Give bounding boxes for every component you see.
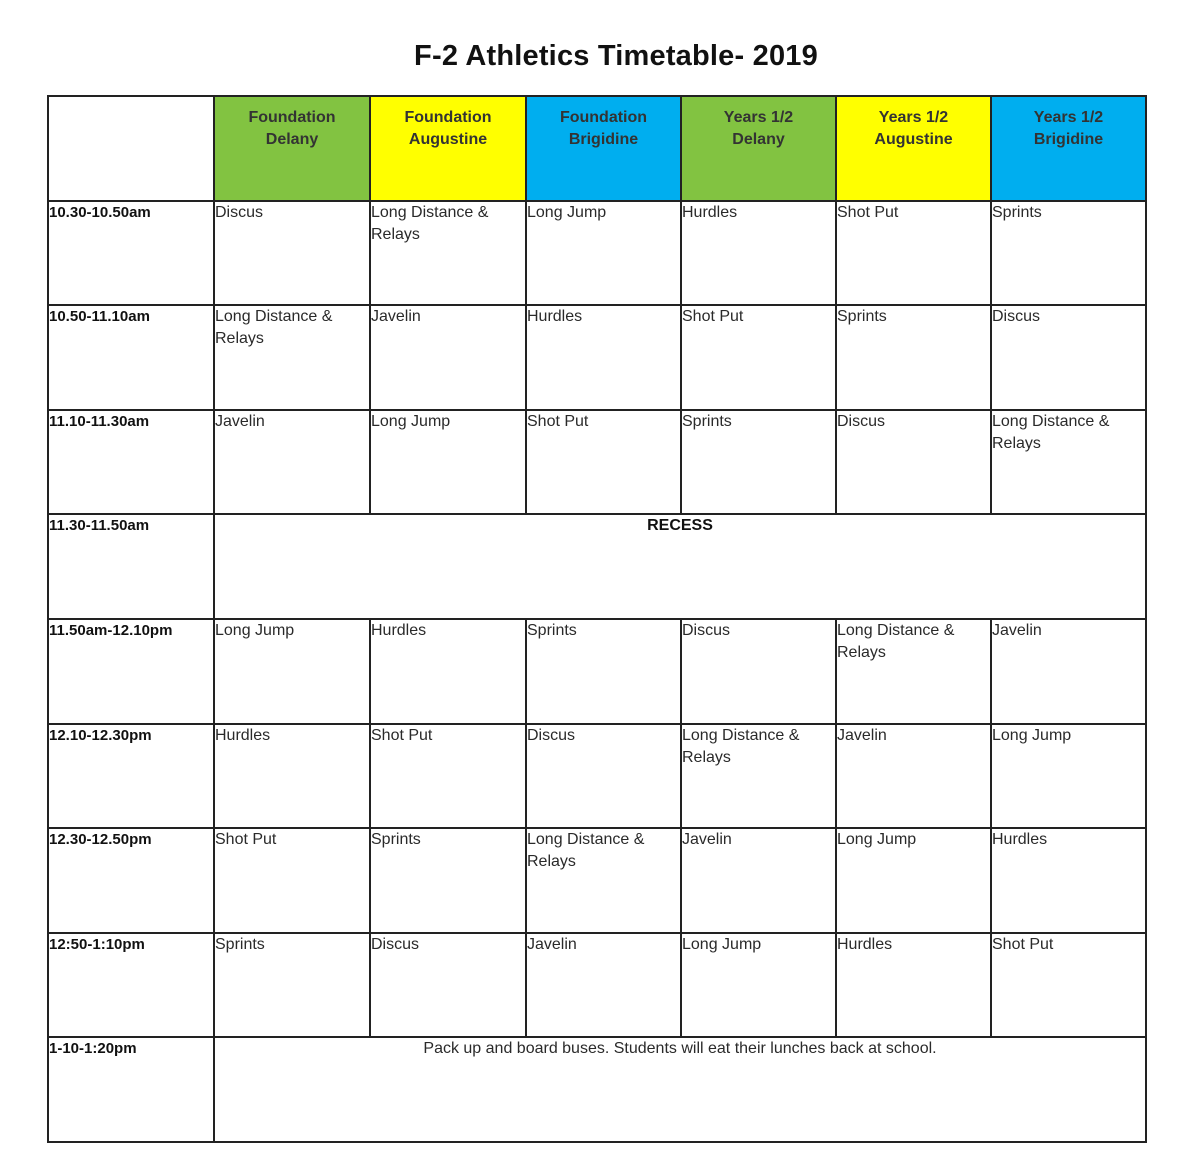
activity-cell: Sprints <box>526 619 681 724</box>
activity-cell: Hurdles <box>681 201 836 306</box>
column-header-line2: Brigidine <box>1033 131 1104 148</box>
column-header <box>214 96 370 201</box>
activity-cell: Discus <box>370 933 526 1038</box>
column-header-line2: Brigidine <box>568 131 639 148</box>
activity-cell: Javelin <box>370 305 526 410</box>
activity-cell: Long Jump <box>370 410 526 515</box>
pack-up-cell: Pack up and board buses. Students will eat their lunches back at school. <box>214 1037 1146 1142</box>
activity-cell: Sprints <box>836 305 991 410</box>
page-title: F-2 Athletics Timetable- 2019 <box>414 40 818 72</box>
column-header-line1: Years 1/2 <box>723 109 794 126</box>
table-row <box>48 933 1146 1038</box>
activity-cell: Long Jump <box>991 724 1146 829</box>
column-header <box>991 96 1146 201</box>
column-header-line1: Foundation <box>559 109 648 126</box>
time-cell: 11.30-11.50am <box>48 514 214 619</box>
time-cell: 12:50-1:10pm <box>48 933 214 1038</box>
activity-cell: Long Distance & Relays <box>681 724 836 829</box>
column-header <box>526 96 681 201</box>
activity-cell: Shot Put <box>214 828 370 933</box>
activity-cell: Discus <box>526 724 681 829</box>
activity-cell: Shot Put <box>526 410 681 515</box>
column-header-line1: Years 1/2 <box>878 109 949 126</box>
column-header-line2: Delany <box>732 131 785 148</box>
activity-cell: Long Distance & Relays <box>991 410 1146 515</box>
time-cell: 12.10-12.30pm <box>48 724 214 829</box>
activity-cell: Sprints <box>991 201 1146 306</box>
activity-cell: Hurdles <box>526 305 681 410</box>
table-row <box>48 305 1146 410</box>
activity-cell: Javelin <box>836 724 991 829</box>
activity-cell: Discus <box>214 201 370 306</box>
time-cell: 1-10-1:20pm <box>48 1037 214 1142</box>
time-cell: 11.10-11.30am <box>48 410 214 515</box>
column-header <box>370 96 526 201</box>
activity-cell: Discus <box>681 619 836 724</box>
activity-cell: Sprints <box>214 933 370 1038</box>
table-row-pack-up <box>48 1037 1146 1142</box>
activity-cell: Long Jump <box>836 828 991 933</box>
column-header-line2: Augustine <box>874 131 953 148</box>
column-header-line1: Years 1/2 <box>1033 109 1104 126</box>
timetable <box>47 95 1147 1143</box>
activity-cell: Long Jump <box>214 619 370 724</box>
activity-cell: Long Distance & Relays <box>526 828 681 933</box>
activity-cell: Long Distance & Relays <box>214 305 370 410</box>
column-header-line1: Foundation <box>404 109 492 126</box>
activity-cell: Javelin <box>526 933 681 1038</box>
activity-cell: Shot Put <box>681 305 836 410</box>
activity-cell: Sprints <box>681 410 836 515</box>
table-row <box>48 724 1146 829</box>
activity-cell: Discus <box>991 305 1146 410</box>
column-header <box>681 96 836 201</box>
activity-cell: Discus <box>836 410 991 515</box>
header-row <box>48 96 1146 201</box>
column-header-line2: Delany <box>265 131 319 148</box>
activity-cell: Long Jump <box>526 201 681 306</box>
activity-cell: Sprints <box>370 828 526 933</box>
table-row-recess <box>48 514 1146 619</box>
activity-cell: Long Distance & Relays <box>836 619 991 724</box>
column-header-line1: Foundation <box>248 109 336 126</box>
activity-cell: Javelin <box>681 828 836 933</box>
time-cell: 10.50-11.10am <box>48 305 214 410</box>
activity-cell: Javelin <box>991 619 1146 724</box>
column-header <box>836 96 991 201</box>
activity-cell: Hurdles <box>836 933 991 1038</box>
column-header-line2: Augustine <box>408 131 488 148</box>
table-row <box>48 828 1146 933</box>
table-row <box>48 201 1146 306</box>
activity-cell: Shot Put <box>370 724 526 829</box>
header-corner-cell <box>48 96 214 201</box>
activity-cell: Long Distance & Relays <box>370 201 526 306</box>
activity-cell: Hurdles <box>370 619 526 724</box>
time-cell: 11.50am-12.10pm <box>48 619 214 724</box>
activity-cell: Long Jump <box>681 933 836 1038</box>
time-cell: 10.30-10.50am <box>48 201 214 306</box>
activity-cell: Shot Put <box>836 201 991 306</box>
activity-cell: Hurdles <box>991 828 1146 933</box>
recess-cell: RECESS <box>214 514 1146 619</box>
activity-cell: Javelin <box>214 410 370 515</box>
table-row <box>48 619 1146 724</box>
table-row <box>48 410 1146 515</box>
activity-cell: Shot Put <box>991 933 1146 1038</box>
time-cell: 12.30-12.50pm <box>48 828 214 933</box>
activity-cell: Hurdles <box>214 724 370 829</box>
